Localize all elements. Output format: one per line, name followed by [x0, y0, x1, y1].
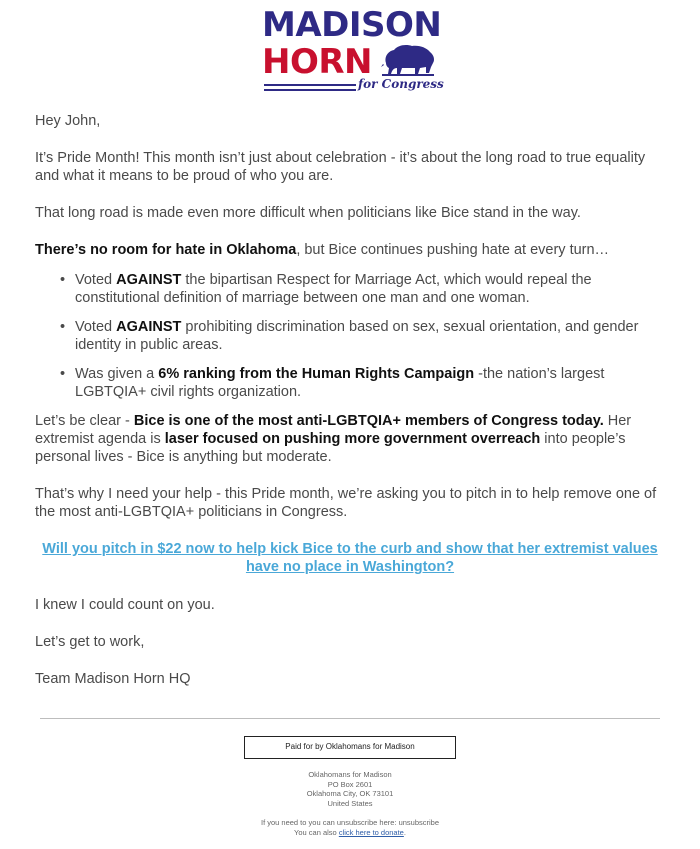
signature: Team Madison Horn HQ	[35, 671, 191, 687]
bullet-text: the bipartisan Respect for Marriage Act, which would repeal the constitutional definition of marriage between one man and one woman.	[75, 272, 592, 306]
bullet-text: Was given a	[75, 366, 159, 382]
bold-segment: Bice is one of the most anti-LGBTQIA+ members of Congress today.	[133, 413, 604, 429]
bullet-bold: AGAINST	[116, 319, 182, 335]
unsubscribe-section	[200, 818, 500, 837]
donate-cta-link[interactable]	[35, 540, 665, 576]
bullet-text: prohibiting discrimination based on sex, sexual orientation, and gender identity in public areas.	[75, 319, 639, 353]
paragraph-pride-month: It’s Pride Month! This month isn’t just about celebration - it’s about the long road to true equality and what it means to be proud of who you are.	[35, 150, 646, 184]
donate-pre-text: You can also	[294, 827, 339, 837]
cta-line-2[interactable]: have no place in Washington?	[245, 559, 455, 575]
text-segment: into people’s personal lives - Bice is anything but moderate.	[35, 431, 626, 465]
paragraph-lets-be-clear	[35, 412, 665, 466]
bullet-text: -the nation’s largest LGBTQIA+ civil rights organization.	[75, 366, 605, 400]
address-line: PO Box 2601	[327, 779, 373, 789]
closing-get-to-work: Let’s get to work,	[35, 634, 145, 650]
list-item	[75, 271, 665, 307]
logo-rule	[264, 84, 356, 86]
text-segment: Her extremist agenda is	[35, 413, 632, 447]
list-item	[75, 318, 665, 354]
cta-line-1[interactable]: Will you pitch in $22 now to help kick Bice to the curb and show that her extremist values	[42, 541, 658, 557]
bison-icon	[380, 43, 436, 77]
text-bice-hate: , but Bice continues pushing hate at every turn…	[296, 242, 610, 258]
bullet-text: Voted	[75, 319, 117, 335]
logo-horn: HORN	[262, 42, 372, 82]
voting-record-list	[75, 271, 665, 401]
bold-segment: laser focused on pushing more government overreach	[164, 431, 541, 447]
campaign-logo[interactable]	[262, 5, 444, 92]
mailing-address	[200, 770, 500, 808]
bullet-bold: AGAINST	[116, 272, 182, 288]
logo-tagline: for Congress	[358, 77, 444, 91]
address-line: Oklahoma City, OK 73101	[306, 789, 394, 798]
bold-no-hate: There’s no room for hate in Oklahoma	[35, 242, 297, 258]
paragraph-long-road: That long road is made even more difficult when politicians like Bice stand in the way.	[35, 205, 581, 221]
unsubscribe-text[interactable]: If you need to you can unsubscribe here: unsubscribe	[260, 818, 440, 827]
bullet-text: Voted	[75, 272, 117, 288]
address-line: United States	[327, 798, 373, 808]
greeting: Hey John,	[35, 113, 101, 129]
paragraph-need-help: That’s why I need your help - this Pride month, we’re asking you to pitch in to help remove one of the most anti-LGBTQIA+ politicians in Congress.	[35, 486, 657, 520]
email-content	[35, 112, 665, 707]
footer-divider	[40, 718, 660, 719]
text-segment: Let’s be clear -	[35, 413, 134, 429]
list-item	[75, 365, 665, 401]
donate-footer-line	[200, 828, 500, 838]
donate-footer-link[interactable]: click here to donate	[338, 827, 404, 837]
donate-post-text: .	[403, 827, 406, 837]
logo-madison: MADISON	[262, 5, 442, 45]
bullet-bold: 6% ranking from the Human Rights Campaign	[158, 366, 475, 382]
closing-count-on-you: I knew I could count on you.	[35, 597, 215, 613]
address-line: Oklahomans for Madison	[308, 770, 392, 779]
logo-rule	[264, 89, 356, 91]
paragraph-no-hate	[35, 241, 665, 259]
paid-for-disclaimer: Paid for by Oklahomans for Madison	[244, 736, 456, 759]
